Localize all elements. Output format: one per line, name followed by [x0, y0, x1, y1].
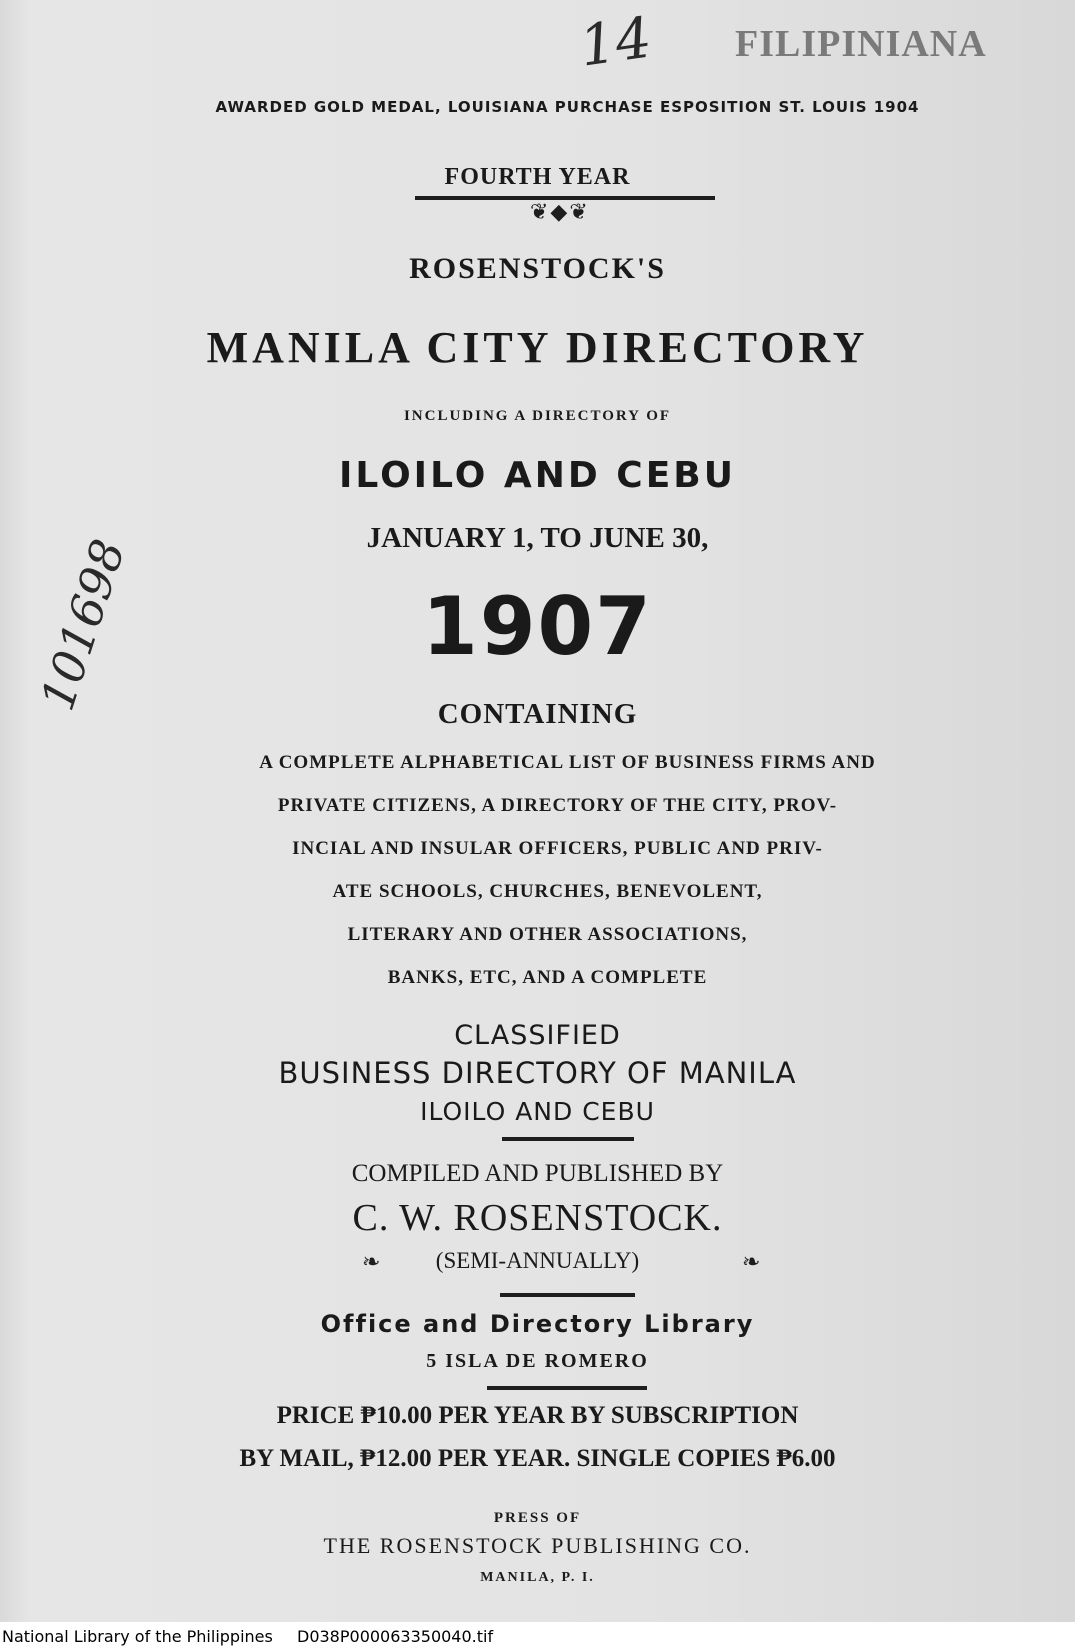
contents-line: A COMPLETE ALPHABETICAL LIST OF BUSINESS FIRMS AND [259, 752, 876, 773]
address-line: 5 ISLA DE ROMERO [426, 1350, 649, 1372]
contents-line: INCIAL AND INSULAR OFFICERS, PUBLIC AND PRIV- [292, 838, 823, 859]
handwritten-accession-number: 101698 [30, 532, 136, 717]
contents-line: LITERARY AND OTHER ASSOCIATIONS, [347, 924, 748, 945]
classified-line: CLASSIFIED [454, 1020, 621, 1051]
award-line: AWARDED GOLD MEDAL, LOUISIANA PURCHASE ESPOSITION ST. LOUIS 1904 [215, 98, 920, 116]
compiled-by-line: COMPILED AND PUBLISHED BY [351, 1160, 724, 1187]
office-line: Office and Directory Library [320, 1310, 755, 1338]
business-directory-line: BUSINESS DIRECTORY OF MANILA [278, 1056, 797, 1090]
fleuron-icon: ❧ [742, 1250, 761, 1275]
scan-footer [0, 1622, 1075, 1650]
filename-label: D038P000063350040.tif [297, 1627, 494, 1646]
cities-heading: ILOILO AND CEBU [339, 455, 736, 496]
price-line: BY MAIL, ₱12.00 PER YEAR. SINGLE COPIES ₱6.00 [239, 1445, 836, 1472]
publisher-possessive: ROSENSTOCK'S [409, 252, 666, 285]
section-rule [500, 1293, 635, 1297]
press-location-line: MANILA, P. I. [480, 1570, 595, 1585]
fleuron-icon: ❧ [362, 1250, 381, 1275]
classified-cities-line: ILOILO AND CEBU [420, 1097, 655, 1126]
section-rule [487, 1386, 647, 1390]
contents-line: ATE SCHOOLS, CHURCHES, BENEVOLENT, [332, 881, 763, 902]
page-title: MANILA CITY DIRECTORY [206, 323, 869, 372]
ornament-icon: ❦◆❦ [530, 200, 590, 225]
press-name-line: THE ROSENSTOCK PUBLISHING CO. [323, 1533, 752, 1558]
period-line: JANUARY 1, TO JUNE 30, [366, 522, 709, 554]
containing-heading: CONTAINING [437, 698, 638, 730]
edition-line: FOURTH YEAR [444, 164, 631, 190]
compiler-name: C. W. ROSENSTOCK. [352, 1197, 723, 1239]
pencil-page-number: 14 [575, 5, 656, 80]
contents-line: BANKS, ETC, AND A COMPLETE [387, 967, 708, 988]
filipiniana-stamp: FILIPINIANA [735, 23, 987, 65]
year-heading: 1907 [422, 580, 653, 673]
institution-label: National Library of the Philippines [2, 1627, 273, 1646]
contents-line: PRIVATE CITIZENS, A DIRECTORY OF THE CITY, PROV- [277, 795, 838, 816]
including-line: INCLUDING A DIRECTORY OF [403, 408, 672, 424]
press-of-line: PRESS OF [493, 1510, 582, 1526]
price-line: PRICE ₱10.00 PER YEAR BY SUBSCRIPTION [276, 1402, 799, 1429]
frequency-line: (SEMI-ANNUALLY) [435, 1248, 640, 1273]
section-rule [502, 1137, 634, 1141]
